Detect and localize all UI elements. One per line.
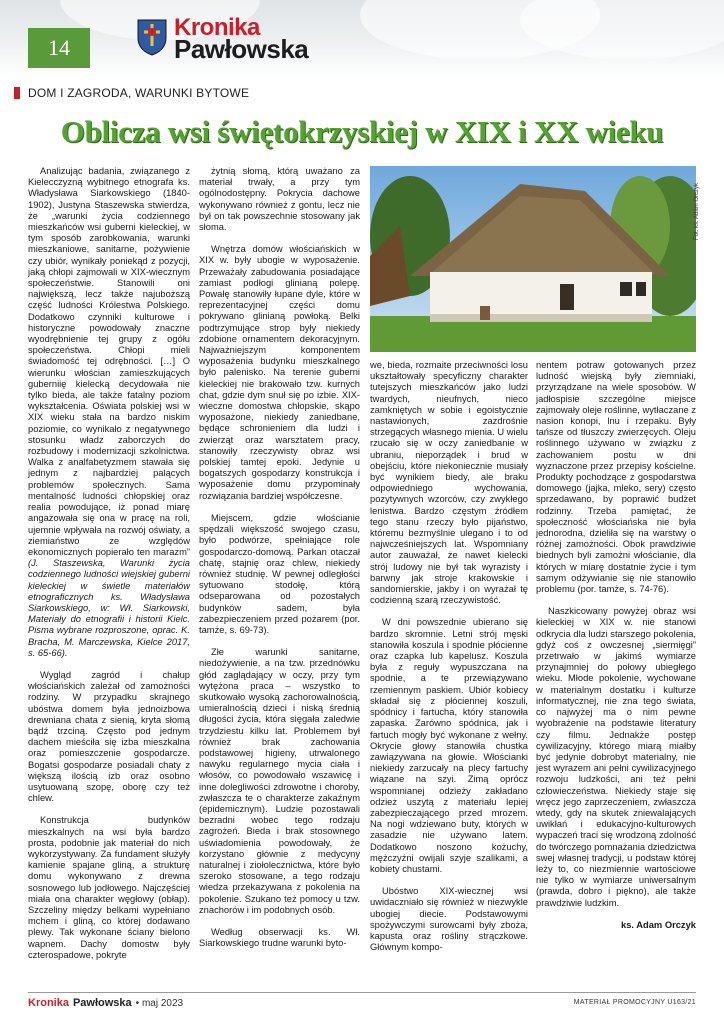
paragraph: żytnią słomą, którą uważano za materiał trwały, a przy tym ogólnodostępny. Pokrycia dachowe wykonywano również z gontu, lecz nie był on tak powszechnie stosowany jak słoma.: [199, 166, 360, 233]
footer-brand-kronika: Kronika: [28, 997, 69, 1009]
photo-credit: Fot. ks. Adam Orczyk: [694, 182, 700, 240]
paragraph: nentem potraw gotowanych przez ludność wiejską były ziemniaki, przyrządzane na wiele sposobów. W jadłospisie szczególne miejsce zajmowały oleje roślinne, wytłaczane z nasion konopi, lnu i rzepaku. Były tańsze od tłuszczy zwierzęcych. Oleju roślinnego używano w związku z zachowaniem postu w dni wyznaczone przez przepisy kościelne. Produkty pochodzące z gospodarstwa domowego (jajka, mleko, sery) często sprzedawano, by poprawić budżet rodzinny. Trzeba pamiętać, że społeczność włościańska nie była jednorodna, dzieliła się na warstwy o różnej zamożności. Obok prawdziwie biednych byli zamożni włościanie, dla których w miarę dostatnie życie i tym samym odżywianie się nie stanowiło problemu (por. tamże, s. 74-76).: [536, 360, 696, 595]
footer-divider: [28, 992, 696, 993]
footer-promo-note: MATERIAŁ PROMOCYJNY U163/21: [573, 999, 696, 1006]
section-marker: [14, 87, 20, 99]
paragraph: Wnętrza domów włościańskich w XIX w. były ubogie w wyposażenie. Przeważały zabudowania posiadające zamiast podłogi glinianą polepę. Powałę stanowiły łupane dyle, które w reprezentacyjnej części domu pokrywano glinianą powłoką. Belki podtrzymujące strop były niekiedy zdobione ornamentem dekoracyjnym. Najważniejszym komponentem wyposażenia budynku mieszkalnego było palenisko. Na terenie guberni kieleckiej nie brakowało tzw. kurnych chat, gdzie dym snuł się po izbie. XIX-wieczne domostwa chłopskie, skąpo wyposażone, niekiedy zaniedbane, będące schronieniem dla ludzi i zwierząt oraz warsztatem pracy, stanowiły rzeczywisty obraz wsi polskiej tamtej epoki. Jedynie u bogatszych gospodarzy konstrukcja i wyposażenie domu przypominały rozwiązania bardziej współczesne.: [199, 244, 360, 501]
paragraph: Według obserwacji ks. Wł. Siarkowskiego trudne warunki byto-: [199, 927, 360, 949]
paragraph: [28, 166, 190, 659]
section-title: DOM I ZAGRODA, WARUNKI BYTOWE: [28, 86, 250, 100]
logo-text-kronika: Kronika: [174, 14, 260, 41]
paragraph: Wygląd zagród i chałup włościańskich zależał od zamożności rodziny. W przypadku skrajnego ubóstwa domem była jednoizbowa drewniana chata z sienią, kryta słomą bądź trzciną. Często pod jednym dachem mieściła się izba mieszkalna oraz pomieszczenie gospodarcze. Bogatsi gospodarze posiadali chaty z większą ilością izb oraz osobno usytuowaną szopę, oborę czy też chlew.: [28, 669, 190, 804]
paragraph: Złe warunki sanitarne, niedożywienie, a na tzw. przednówku głód zaglądający w oczy, przy tym wytężona praca – wszystko to skutkowało wysoką zachorowalnością, umieralnością dzieci i niską średnią długości życia, która sięgała zaledwie trzydziestu kilku lat. Problemem był również brak zachowania podstawowej higieny, utrwalonego nawyku regularnego mycia ciała i włosów, co powodowało wszawicę i inne dolegliwości zdrowotne i choroby, zwłaszcza te o charakterze zakaźnym (epidemicznym). Ludzie pozostawali bezradni wobec tego rodzaju zagrożeń. Bieda i brak stosownego uświadomienia powodowały, że korzystano głównie z medycyny naturalnej i ziołolecznictwa, które było szeroko stosowane, a tego rodzaju wiedza przekazywana z pokolenia na pokolenie. Szukano też pomocy u tzw. znachorów i im podobnych osób.: [199, 647, 360, 915]
text-column-1: [28, 166, 190, 961]
footer-brand-pawlowska: Pawłowska: [72, 997, 132, 1009]
paragraph-text: Analizując badania, związanego z Kielecczyzną wybitnego etnografa ks. Władysława Siarkowskiego (1840-1902), Justyna Staszewska stwierdza, że „warunki życia codziennego mieszkańców wsi guberni kieleckiej, w tym sposób zarobkowania, warunki mieszkaniowe, sanitarne, pożywienie czy ubiór, wynikały poniekąd z pozycji, jaką chłopi zajmowali w XIX-wiecznym społeczeństwie. Stanowili oni największą, lecz także najuboższą część ludności Królestwa Polskiego. Dodatkowo czynniki kulturowe i historyczne powodowały znaczne wyodrębnienie tej grupy z ogółu społeczeństwa. Chłopi mieli świadomość tej odrębności. […] O wierunku włościan zamieszkujących guberniię kielecką decydowała nie tylko bieda, ale także fatalny poziom wykształcenia. Oświata polskiej wsi w XIX wieku stała na bardzo niskim poziomie, co wynikało z negatywnego stosunku władz zaborczych do rozbudowy i modernizacji szkolnictwa. Walka z analfabetyzmem stawała się jednym z najbardziej palących problemów społecznych. Sama mentalność ludności chłopskiej oraz realia powodujące, iż ponad miarę angażowała się ona w pracę na roli, ujemnie wpływała na rozwój oświaty, a ziemiaństwo ze względów ekonomicznych popierało ten marazm”: [28, 166, 190, 557]
paragraph: Miejscem, gdzie włościanie spędzali większość swojego czasu, było podwórze, spełniające role gospodarczo-domową. Parkan otaczał chatę, stajnię oraz chlew, niekiedy również studnię. W pewnej odległości sytuowano stodołę, którą odseparowana od pozostałych budynków sadem, była zabezpieczeniem przed pożarem (por. tamże, s. 69-73).: [199, 512, 360, 635]
article-photo: [370, 166, 696, 352]
magazine-logo: [136, 10, 346, 70]
text-column-2: [199, 166, 360, 949]
citation: (J. Staszewska, Warunki życia codziennego ludności wiejskiej guberni kieleckiej w świetle materiałów etnograficznych ks. Władysława Siarkowskiego, w: Wł. Siarkowski, Materiały do etnografii i historii Kielc. Pisma wybrane rozproszone, oprac. K. Bracha, M. Marczewska, Kielce 2017, s. 65-66).: [28, 558, 190, 658]
paragraph: Ubóstwo XIX-wiecznej wsi uwidaczniało się również w niezwykle ubogiej diecie. Podstawowymi spożywczymi surowcami były zboża, kapusta oraz rośliny strączkowe. Głównym kompo-: [370, 886, 528, 953]
section-label: [14, 86, 249, 100]
paragraph: Konstrukcja budynków mieszkalnych na wsi była bardzo prosta, podobnie jak materiał do nich wykorzystywany. Za fundament służyły kamienie spajane gliną, a strukturę domu wykonywano z drewna sosnowego lub jodłowego. Najczęściej miała ona charakter węgłowy (obłap). Szczeliny między belkami wypełniano mchem i gliną, co której dodawano plewy. Tak wykonane ściany bielono wapnem. Dachy domostw były czterospadowe, pokryte: [28, 815, 190, 960]
paragraph: W dni powszednie ubierano się bardzo skromnie. Letni strój męski stanowiła koszula i spodnie płócienne oraz czapka lub kapelusz. Koszula była z reguły wypuszczana na spodnie, a te przewiązywano rzemiennym paskiem. Ubiór kobiecy składał się z płóciennej koszuli, spódnicy i fartucha, który stanowiła zapaska. Zarówno spódnica, jak i fartuch mogły być wykonane z wełny. Okrycie głowy stanowiła chustka zawiązywana na głowie. Włościanki niekiedy zarzucały na plecy fartuchy wiązane na szyi. Zimą oprócz wspomnianej odzieży zakładano odzież uszytą z materiału lepiej zabezpieczającego przed mrozem. Na nogi wdziewano buty, których w zasadzie nie używano latem. Dodatkowo noszono kożuchy, mężczyźni owijali szyje szalikami, a kobiety chustami.: [370, 617, 528, 874]
text-column-4: [536, 360, 696, 931]
paragraph: Naszkicowany powyżej obraz wsi kieleckiej w XIX w. nie stanowi odkrycia dla ludzi starszego pokolenia, gdyż coś z owczesnej „siermięgi” przetrwało w jakimś wymiarze przynajmniej do połowy ubiegłego wieku. Młode pokolenie, wychowane w materialnym dostatku i kulturze informatycznej, nie zna tego świata, co najwyżej ma o nim pewne wyobrażenie na podstawie literatury czy filmu. Jednakże postęp cywilizacyjny, którego miarą miałby być jedynie dobrobyt materialny, nie jest wyrazem ani pełni cywilizacyjnego rozwoju ludzkości, ani też pełni człowieczeństwa. Niekiedy staje się wręcz jego zaprzeczeniem, zwłaszcza wtedy, gdy na skutek zniewalających uwikłań i edukacyjno-kulturowych wypaczeń traci się wrodzoną zdolność do twórczego pomnażania dziedzictwa swej własnej tradycji, u podstaw której leży to, co niezmiennie wartościowe nie tylko w wymiarze uniwersalnym (prawda, dobro i piękno), ale także prawdziwie ludzkim.: [536, 606, 696, 908]
cottage-photo-icon: [370, 166, 696, 352]
paragraph: we, bieda, rozmaite przeciwności losu ukształtowały specyficzny charakter tutejszych mieszkańców jako ludzi twardych, nieufnych, nieco zamkniętych w sobie i egoistycznie nastawionych, zazdrośnie strzegących własnego mienia. U wielu rzucało się w oczy zaniedbanie w ubraniu, nieporządek i brud w obejściu, które niekoniecznie musiały być wynikiem biedy, ale braku odpowiedniego wychowania, pozytywnych wzorców, czy zwykłego lenistwa. Bardzo częstym źródłem tego stanu rzeczy było pijaństwo, któremu bezmyślnie ulegano i to od najwcześniejszych lat. Wspomniany autor zauważał, że nawet kielecki strój ludowy nie był tak wyrazisty i barwny jak stroje krakowskie i sandomierskie, jakby i on wyrażał tę codzienną szarą rzeczywistość.: [370, 360, 528, 606]
footer-brand: [28, 997, 183, 1009]
text-column-3: [370, 360, 528, 953]
logo-text-pawlowska: Pawłowska: [174, 34, 309, 64]
footer-issue-date: • maj 2023: [135, 998, 184, 1009]
article-author: ks. Adam Orczyk: [621, 919, 696, 930]
page-number: 14: [28, 28, 90, 68]
header-background: [0, 0, 724, 78]
coat-of-arms-icon: [136, 16, 168, 56]
article-title: Oblicza wsi świętokrzyskiej w XIX i XX wieku: [60, 114, 664, 149]
